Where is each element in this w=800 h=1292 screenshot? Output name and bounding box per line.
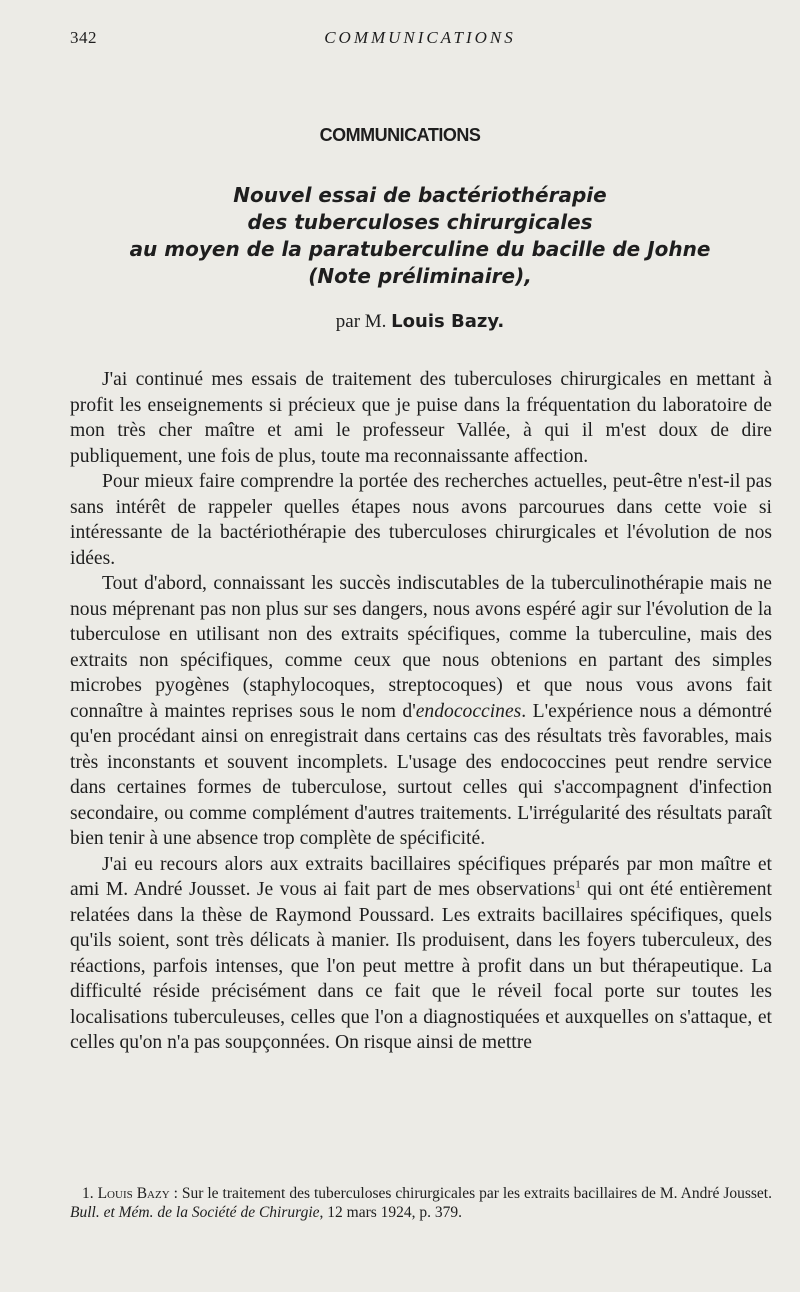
- paragraph-text: J'ai eu recours alors aux extraits bacillaires spécifiques préparés par mon maître et ami M. André Jousset. Je vous ai fait part de mes observations: [70, 853, 772, 900]
- title-line: (Note préliminaire),: [308, 264, 532, 288]
- footnote-author: Louis Bazy: [97, 1185, 170, 1202]
- running-title: COMMUNICATIONS: [324, 28, 516, 47]
- paragraph: [70, 852, 772, 1056]
- italic-term: endococcines: [415, 700, 522, 722]
- running-head: [70, 28, 770, 52]
- footnote-marker: 1: [575, 878, 581, 891]
- page-number: 342: [70, 28, 97, 47]
- footnote-number: 1.: [82, 1185, 94, 1202]
- title-line: des tuberculoses chirurgicales: [247, 210, 593, 234]
- byline-prefix: par M.: [335, 311, 387, 332]
- paragraph: Pour mieux faire comprendre la portée des recherches actuelles, peut-être n'est-il pas sans intérêt de rappeler quelles étapes nous avons parcourues dans cette voie si intéressante de la bactériothérapie des tuberculoses chirurgicales et l'évolution de nos idées.: [70, 471, 772, 569]
- byline-author: Louis Bazy.: [391, 311, 505, 332]
- footnote: [70, 1184, 772, 1222]
- section-heading: COMMUNICATIONS: [319, 125, 481, 145]
- paragraph: J'ai continué mes essais de traitement des tuberculoses chirurgicales en mettant à profit les enseignements si précieux que je puise dans la fréquentation du laboratoire de mon très cher maître et ami le professeur Vallée, à qui il m'est doux de dire publiquement, une fois de plus, toute ma reconnaissante affection.: [70, 369, 772, 467]
- title-line: Nouvel essai de bactériothérapie: [233, 183, 607, 207]
- article-body: [70, 367, 772, 1056]
- paragraph-text: . L'expérience nous a démontré qu'en procédant ainsi on enregistrait dans certains cas des résultats très favorables, mais très inconstants et souvent incomplets. L'usage des endococcines peut rendre service dans certaines formes de tuberculose, surtout celles qui s'accompagnent d'infection secondaire, ou comme complément d'autres traitements. L'irrégularité des résultats paraît bien tenir à une absence trop complète de spécificité.: [70, 700, 773, 849]
- paragraph: [70, 571, 772, 852]
- title-line: au moyen de la paratuberculine du bacille de Johne: [129, 237, 711, 261]
- byline: [70, 311, 770, 333]
- article-title: [70, 182, 770, 290]
- footnote-journal: Bull. et Mém. de la Société de Chirurgie: [70, 1204, 320, 1221]
- footnote-text: [70, 1184, 772, 1222]
- paragraph-text: qui ont été entièrement relatées dans la thèse de Raymond Poussard. Les extraits bacillaires spécifiques, quels qu'ils soient, sont très délicats à manier. Ils produisent, dans les foyers tuberculeux, des réactions, parfois intenses, que l'on peut mettre à profit dans un but thérapeutique. La difficulté réside précisément dans ce fait que le réveil focal porte sur toutes les localisations tuberculeuses, celles que l'on a diagnostiquées et auxquelles on s'attaque, et celles qu'on n'a pas soupçonnées. On risque ainsi de mettre: [70, 879, 773, 1053]
- footnote-body: : Sur le traitement des tuberculoses chirurgicales par les extraits bacillaires de M. André Jousset.: [169, 1185, 772, 1202]
- footnote-ref: , 12 mars 1924, p. 379.: [319, 1204, 463, 1221]
- paragraph-text: Tout d'abord, connaissant les succès indiscutables de la tuberculinothérapie mais ne nous méprenant pas non plus sur ses dangers, nous avons espéré agir sur l'évolution de la tuberculose en utilisant non des extraits spécifiques, comme la tuberculine, mais des extraits non spécifiques, comme ceux que nous obtenions en partant des simples microbes pyogènes (staphylocoques, streptocoques) et que nous vous avons fait connaître à maintes reprises sous le nom d': [70, 573, 772, 722]
